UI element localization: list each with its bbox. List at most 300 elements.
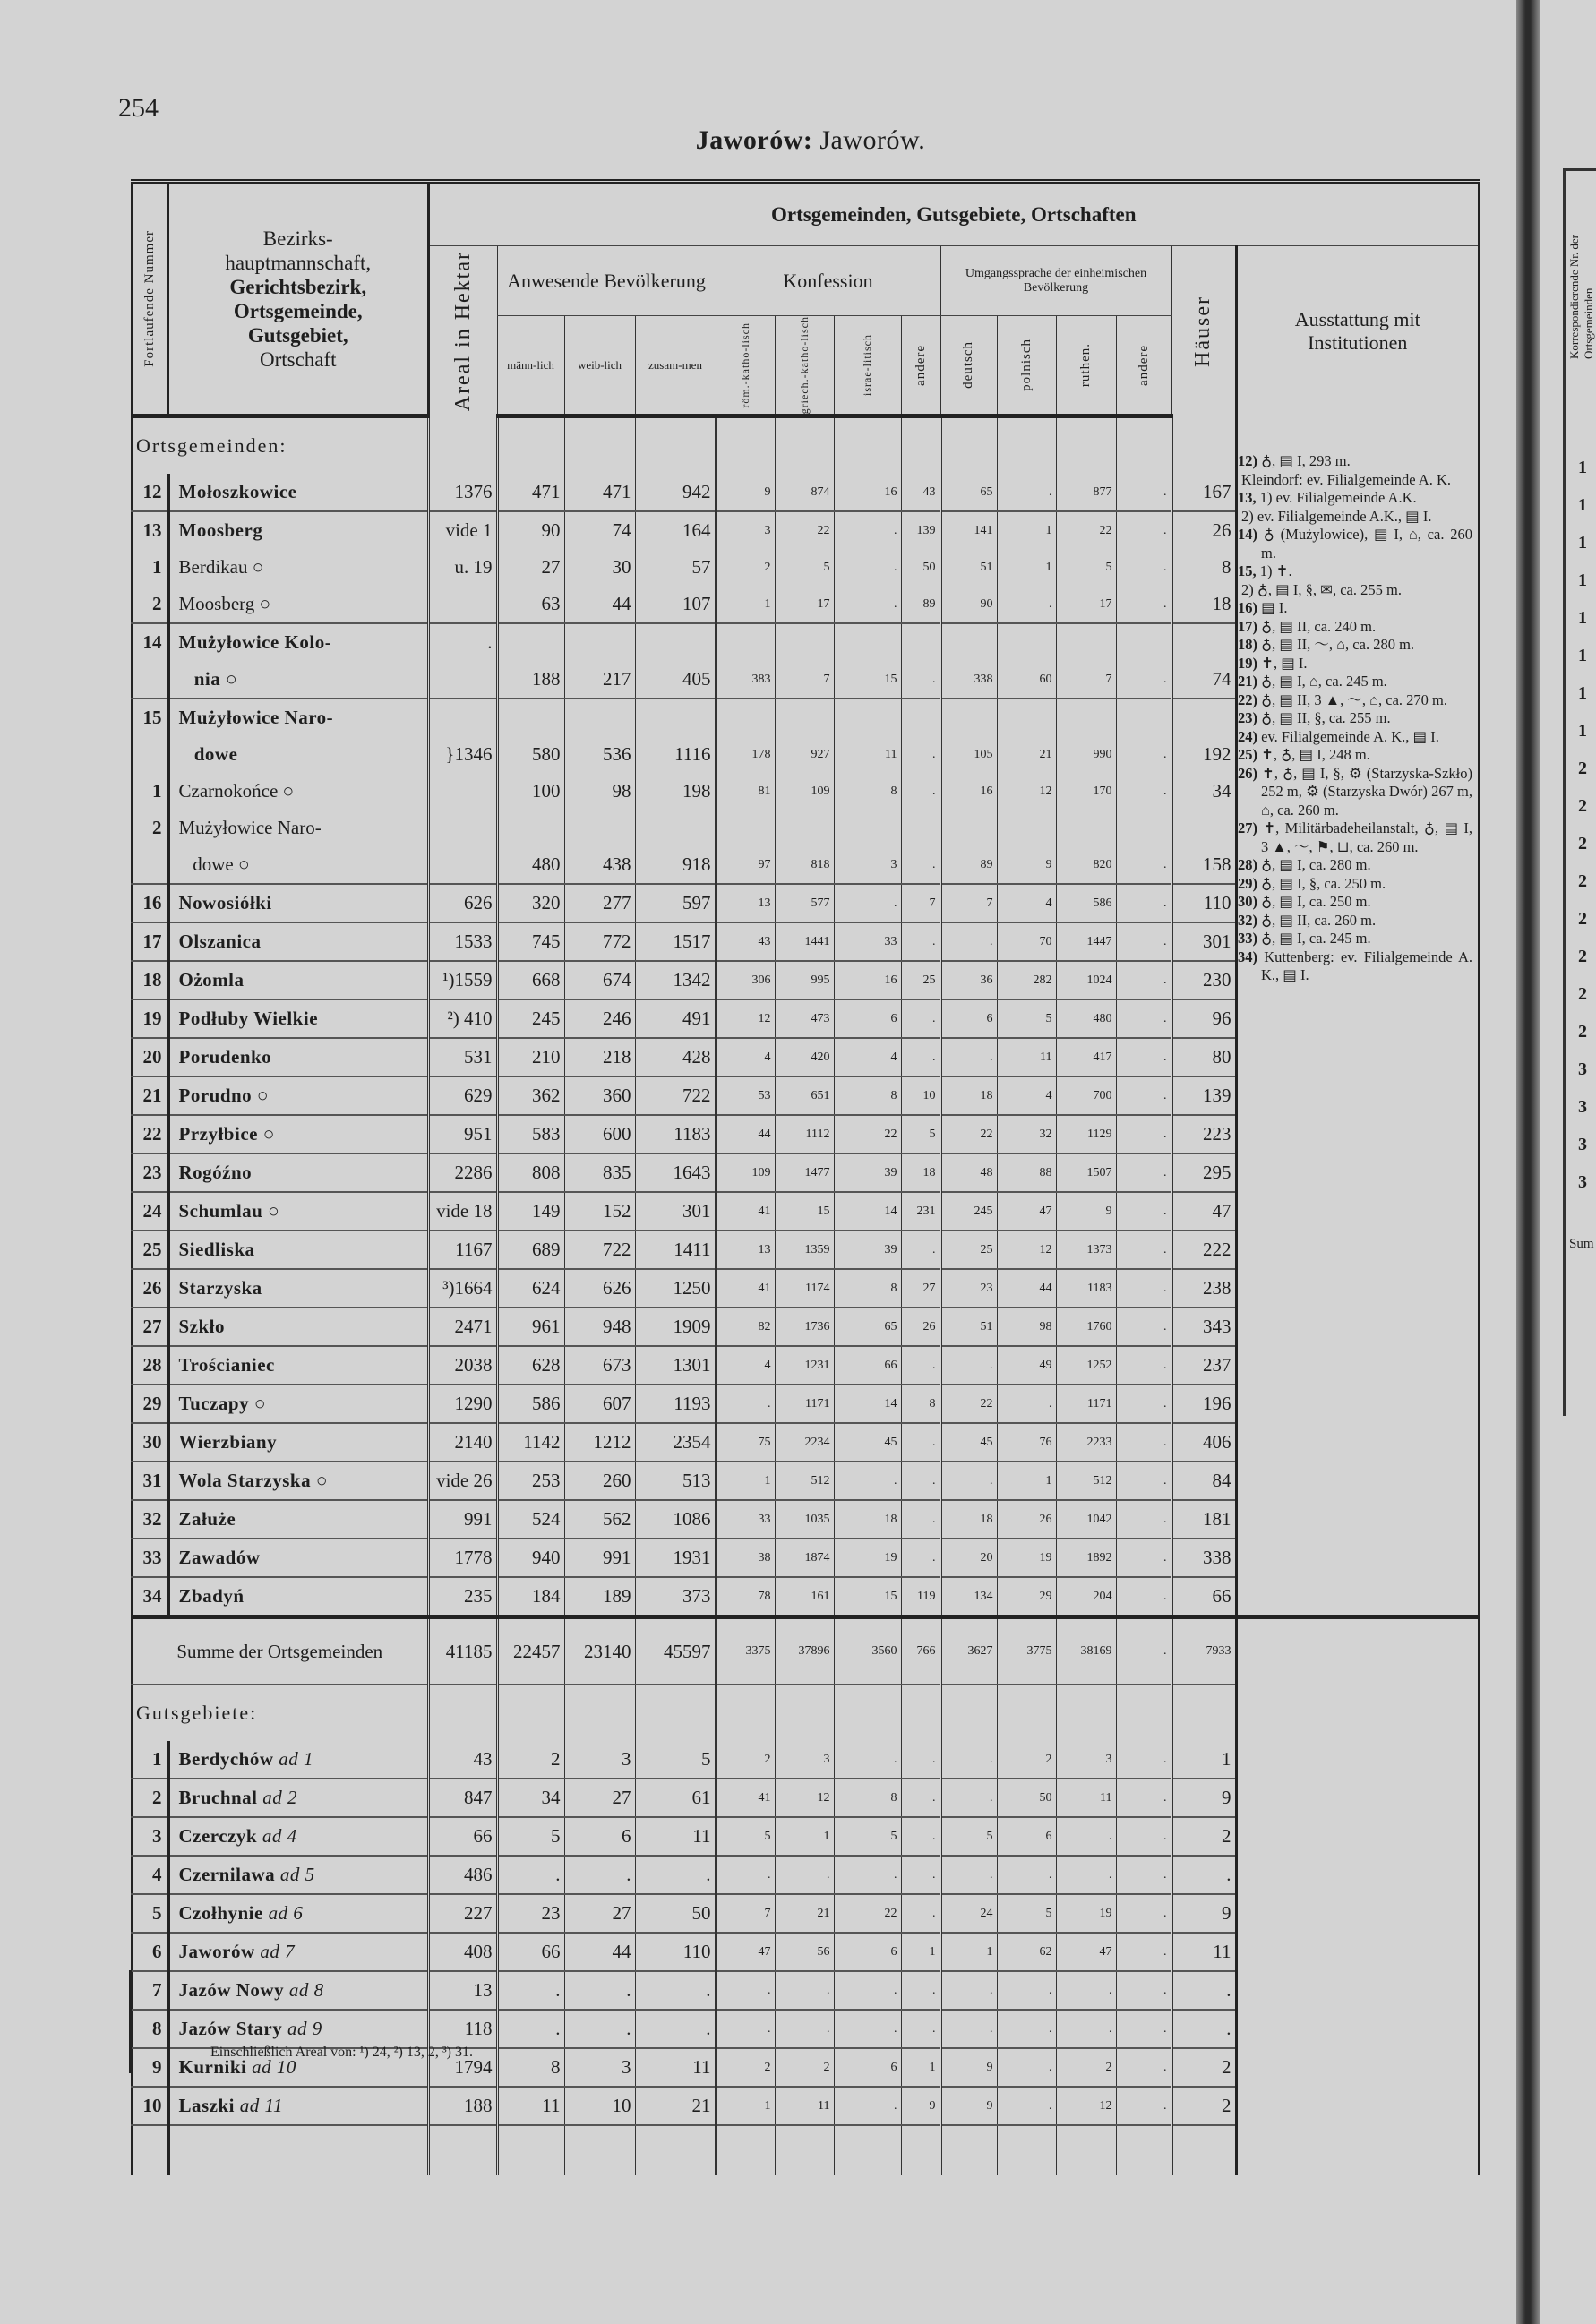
equipment-cell — [1236, 1617, 1479, 1685]
male-value: 580 — [497, 736, 564, 773]
table-row — [132, 2087, 1479, 2125]
next-page-number-fragment: 1 — [1578, 646, 1587, 665]
empty-cell — [635, 416, 716, 475]
roman-catholic-value: 306 — [716, 961, 775, 999]
equipment-entry — [1238, 618, 1472, 637]
place-name — [168, 922, 428, 961]
polish-value: . — [997, 586, 1056, 623]
areal-value: vide 26 — [428, 1462, 497, 1500]
areal-value: 629 — [428, 1076, 497, 1115]
german-value: . — [940, 1346, 997, 1385]
table-row — [132, 1308, 1479, 1346]
equipment-cell — [1236, 1577, 1479, 1617]
place-name-text: Mołoszkowice — [178, 481, 297, 503]
next-page-number-fragment: 2 — [1578, 796, 1587, 816]
israelite-value: 5 — [834, 1817, 901, 1856]
ad-reference: ad 11 — [239, 2095, 283, 2117]
total-value: 513 — [635, 1462, 716, 1500]
male-value: 66 — [497, 1933, 564, 1971]
areal-value: 1290 — [428, 1385, 497, 1423]
female-value: 562 — [564, 1500, 635, 1539]
german-value: 24 — [940, 1894, 997, 1933]
houses-value: 237 — [1171, 1346, 1236, 1385]
equipment-entry — [1238, 562, 1472, 581]
polish-value: 1 — [997, 1462, 1056, 1500]
polish-value: . — [997, 2010, 1056, 2048]
polish-value: 1 — [997, 511, 1056, 549]
place-name — [168, 586, 428, 623]
greek-catholic-value: 17 — [775, 586, 834, 623]
greek-catholic-value: 1477 — [775, 1153, 834, 1192]
other-confession-value — [901, 699, 940, 736]
ruthenian-value: 1507 — [1056, 1153, 1116, 1192]
total-value: 1193 — [635, 1385, 716, 1423]
next-page-sum-fragment: Sum — [1569, 1237, 1594, 1251]
areal-value: 2140 — [428, 1423, 497, 1462]
next-page-number-fragment: 2 — [1578, 1022, 1587, 1042]
ruthenian-value: . — [1056, 1971, 1116, 2010]
equipment-ref: 33) — [1238, 930, 1257, 947]
place-name-text: Czernilawa — [178, 1864, 276, 1886]
israelite-value: . — [834, 586, 901, 623]
german-value: 338 — [940, 661, 997, 699]
row-number: 7 — [132, 1971, 168, 2010]
equipment-entry — [1238, 655, 1472, 673]
equipment-text: ♁, ▤ I, ⌂, ca. 245 m. — [1261, 673, 1387, 690]
empty-cell — [834, 2125, 901, 2175]
other-confession-value: 10 — [901, 1076, 940, 1115]
equipment-entry — [1238, 948, 1472, 985]
empty-cell — [1056, 1685, 1116, 1741]
roman-catholic-value — [716, 810, 775, 846]
other-confession-value: . — [901, 773, 940, 810]
male-value: 149 — [497, 1192, 564, 1231]
ad-reference: ad 7 — [260, 1941, 296, 1963]
equipment-text: 2) ev. Filialgemeinde A.K., ▤ I. — [1241, 507, 1432, 525]
empty-cell — [1171, 416, 1236, 475]
sum-value: 23140 — [564, 1617, 635, 1685]
roman-catholic-value: 43 — [716, 922, 775, 961]
german-value: 141 — [940, 511, 997, 549]
greek-catholic-value: 420 — [775, 1038, 834, 1076]
equipment-entry — [1238, 819, 1472, 856]
header-male: männ-lich — [497, 316, 564, 416]
other-confession-value: 9 — [901, 2087, 940, 2125]
other-confession-value: . — [901, 1500, 940, 1539]
female-value: 277 — [564, 884, 635, 922]
roman-catholic-value — [716, 699, 775, 736]
place-name-text: Załuże — [178, 1508, 236, 1531]
row-number: 13 — [132, 511, 168, 549]
sum-value: 3375 — [716, 1617, 775, 1685]
other-confession-value: . — [901, 736, 940, 773]
place-name — [168, 1894, 428, 1933]
row-number — [132, 661, 168, 699]
ruthenian-value: 11 — [1056, 1779, 1116, 1817]
female-value — [564, 699, 635, 736]
place-name-text: Nowosiółki — [178, 892, 272, 914]
ruthenian-value: 990 — [1056, 736, 1116, 773]
israelite-value: 39 — [834, 1231, 901, 1269]
israelite-value: 18 — [834, 1500, 901, 1539]
next-page-number-fragment: 3 — [1578, 1172, 1587, 1192]
place-name — [168, 511, 428, 549]
israelite-value: 14 — [834, 1385, 901, 1423]
areal-value: ¹)1559 — [428, 961, 497, 999]
female-value: 260 — [564, 1462, 635, 1500]
place-name — [168, 810, 428, 846]
equipment-ref: 34) — [1238, 948, 1257, 965]
female-value: . — [564, 2010, 635, 2048]
roman-catholic-value: 97 — [716, 846, 775, 884]
row-number: 6 — [132, 1933, 168, 1971]
place-name — [168, 1308, 428, 1346]
polish-value — [997, 623, 1056, 661]
table-row — [132, 999, 1479, 1038]
male-value: 90 — [497, 511, 564, 549]
german-value: 45 — [940, 1423, 997, 1462]
polish-value: 62 — [997, 1933, 1056, 1971]
row-number: 19 — [132, 999, 168, 1038]
header-israelite: israe-litisch — [834, 316, 901, 416]
ad-reference: ad 5 — [279, 1864, 315, 1886]
polish-value: 282 — [997, 961, 1056, 999]
areal-value — [428, 661, 497, 699]
next-page-number-fragment: 2 — [1578, 984, 1587, 1004]
male-value: 8 — [497, 2048, 564, 2087]
sum-value: 3775 — [997, 1617, 1056, 1685]
table-left-border — [129, 1970, 132, 2073]
next-page-number-fragment: 3 — [1578, 1059, 1587, 1079]
empty-cell — [564, 416, 635, 475]
total-value: 164 — [635, 511, 716, 549]
equipment-entry — [1238, 893, 1472, 912]
other-confession-value: 231 — [901, 1192, 940, 1231]
polish-value: . — [997, 1971, 1056, 2010]
israelite-value: . — [834, 511, 901, 549]
other-language-value: . — [1116, 549, 1171, 586]
female-value — [564, 810, 635, 846]
equipment-text: ♁, ▤ II, ca. 260 m. — [1261, 911, 1377, 929]
equipment-cell — [1236, 1539, 1479, 1577]
empty-cell — [716, 416, 775, 475]
table-row — [132, 1933, 1479, 1971]
equipment-entry — [1238, 875, 1472, 894]
next-page-fragment — [1563, 168, 1596, 1416]
polish-value: 5 — [997, 999, 1056, 1038]
header-ruthenian: ruthen. — [1056, 316, 1116, 416]
male-value: 34 — [497, 1779, 564, 1817]
roman-catholic-value: 4 — [716, 1346, 775, 1385]
equipment-ref: 29) — [1238, 874, 1257, 892]
israelite-value: 8 — [834, 1076, 901, 1115]
place-name-text: Jazów Stary — [178, 2018, 283, 2040]
equipment-ref: 16) — [1238, 599, 1257, 616]
place-name-text: nia ○ — [178, 668, 238, 690]
german-value: 22 — [940, 1385, 997, 1423]
place-name-text: Ożomla — [178, 969, 245, 991]
greek-catholic-value: 512 — [775, 1462, 834, 1500]
ruthenian-value: 2 — [1056, 2048, 1116, 2087]
areal-value — [428, 810, 497, 846]
areal-value: 118 — [428, 2010, 497, 2048]
roman-catholic-value: 2 — [716, 1741, 775, 1779]
place-name-text: Podłuby Wielkie — [178, 1008, 319, 1030]
table-row — [132, 1038, 1479, 1076]
place-name-text: Wierzbiany — [178, 1431, 278, 1454]
roman-catholic-value: 41 — [716, 1192, 775, 1231]
areal-value: u. 19 — [428, 549, 497, 586]
roman-catholic-value: 5 — [716, 1817, 775, 1856]
row-number: 12 — [132, 474, 168, 511]
israelite-value: 16 — [834, 474, 901, 511]
row-number: 27 — [132, 1308, 168, 1346]
equipment-text: ✝, ♁, ▤ I, §, ⚙ (Starzyska-Szkło) 252 m, ⚙ (Starzyska Dwór) 267 m, ⌂, ca. 260 m. — [1261, 764, 1473, 819]
other-language-value: . — [1116, 1500, 1171, 1539]
row-number: 30 — [132, 1423, 168, 1462]
roman-catholic-value: 4 — [716, 1038, 775, 1076]
page-title — [0, 125, 1596, 156]
male-value: 245 — [497, 999, 564, 1038]
sum-value: 3627 — [940, 1617, 997, 1685]
place-name-text: Zawadów — [178, 1547, 261, 1569]
total-value: 597 — [635, 884, 716, 922]
other-language-value: . — [1116, 2048, 1171, 2087]
row-number: 2 — [132, 810, 168, 846]
houses-value: 9 — [1171, 1779, 1236, 1817]
male-value — [497, 699, 564, 736]
female-value: 44 — [564, 1933, 635, 1971]
german-value: 134 — [940, 1577, 997, 1617]
other-language-value: . — [1116, 1115, 1171, 1153]
greek-catholic-value: 3 — [775, 1741, 834, 1779]
table-row — [132, 1346, 1479, 1385]
areal-value: 626 — [428, 884, 497, 922]
other-confession-value: . — [901, 661, 940, 699]
other-language-value: . — [1116, 1231, 1171, 1269]
polish-value: 11 — [997, 1038, 1056, 1076]
place-name-text: Berdikau ○ — [178, 556, 264, 579]
equipment-ref: 30) — [1238, 893, 1257, 910]
equipment-cell — [1236, 1076, 1479, 1115]
houses-value: 301 — [1171, 922, 1236, 961]
equipment-cell — [1236, 1894, 1479, 1933]
german-value: 90 — [940, 586, 997, 623]
other-confession-value: . — [901, 1779, 940, 1817]
greek-catholic-value: 22 — [775, 511, 834, 549]
other-confession-value: 139 — [901, 511, 940, 549]
total-value: 1517 — [635, 922, 716, 961]
areal-value: 43 — [428, 1741, 497, 1779]
empty-cell — [775, 2125, 834, 2175]
other-confession-value: . — [901, 1462, 940, 1500]
place-name-text: Czarnokońce ○ — [178, 780, 295, 802]
sum-value: 3560 — [834, 1617, 901, 1685]
houses-value: 34 — [1171, 773, 1236, 810]
table-row — [132, 1462, 1479, 1500]
equipment-entry — [1238, 526, 1472, 562]
areal-value: 2038 — [428, 1346, 497, 1385]
header-german: deutsch — [940, 316, 997, 416]
other-confession-value: . — [901, 1346, 940, 1385]
houses-value: 84 — [1171, 1462, 1236, 1500]
roman-catholic-value: 13 — [716, 1231, 775, 1269]
ruthenian-value: 17 — [1056, 586, 1116, 623]
female-value: 218 — [564, 1038, 635, 1076]
german-value: . — [940, 1971, 997, 2010]
equipment-cell — [1236, 1462, 1479, 1500]
polish-value: 19 — [997, 1539, 1056, 1577]
polish-value: 44 — [997, 1269, 1056, 1308]
empty-cell — [901, 416, 940, 475]
german-value — [940, 810, 997, 846]
german-value: 9 — [940, 2087, 997, 2125]
header-name-line: Ortschaft — [259, 347, 337, 371]
other-language-value: . — [1116, 1779, 1171, 1817]
german-value: . — [940, 922, 997, 961]
empty-cell — [997, 1685, 1056, 1741]
areal-value: 13 — [428, 1971, 497, 2010]
israelite-value: 15 — [834, 661, 901, 699]
ruthenian-value: 480 — [1056, 999, 1116, 1038]
polish-value: 29 — [997, 1577, 1056, 1617]
israelite-value: 3 — [834, 846, 901, 884]
place-name — [168, 1817, 428, 1856]
israelite-value: 4 — [834, 1038, 901, 1076]
german-value: 7 — [940, 884, 997, 922]
place-name — [168, 884, 428, 922]
roman-catholic-value: . — [716, 1971, 775, 2010]
ruthenian-value: 2233 — [1056, 1423, 1116, 1462]
other-confession-value: 27 — [901, 1269, 940, 1308]
polish-value: 98 — [997, 1308, 1056, 1346]
empty-cell — [901, 2125, 940, 2175]
areal-value — [428, 773, 497, 810]
other-language-value: . — [1116, 922, 1171, 961]
israelite-value: . — [834, 1971, 901, 2010]
houses-value: 158 — [1171, 846, 1236, 884]
areal-value: 235 — [428, 1577, 497, 1617]
other-language-value: . — [1116, 586, 1171, 623]
empty-cell — [940, 416, 997, 475]
place-name — [168, 1346, 428, 1385]
other-language-value — [1116, 810, 1171, 846]
table-row — [132, 1779, 1479, 1817]
other-confession-value: . — [901, 1423, 940, 1462]
ad-reference: ad 4 — [262, 1825, 297, 1848]
header-name-line: Ortsgemeinde, — [233, 299, 363, 322]
female-value: 673 — [564, 1346, 635, 1385]
areal-value: 991 — [428, 1500, 497, 1539]
areal-value: 227 — [428, 1894, 497, 1933]
total-value: . — [635, 2010, 716, 2048]
other-language-value: . — [1116, 1192, 1171, 1231]
greek-catholic-value: 7 — [775, 661, 834, 699]
german-value: . — [940, 2010, 997, 2048]
equipment-entry — [1238, 856, 1472, 875]
equipment-ref: 21) — [1238, 673, 1257, 690]
place-name-text: Olszanica — [178, 930, 262, 953]
empty-cell — [497, 416, 564, 475]
row-number: 29 — [132, 1385, 168, 1423]
polish-value: . — [997, 1856, 1056, 1894]
female-value: 246 — [564, 999, 635, 1038]
equipment-entry — [1238, 709, 1472, 728]
place-name-text: Wola Starzyska ○ — [178, 1470, 329, 1492]
female-value — [564, 623, 635, 661]
place-name — [168, 1856, 428, 1894]
header-name-line: Bezirks- — [262, 227, 333, 250]
total-value: 428 — [635, 1038, 716, 1076]
other-confession-value: . — [901, 1038, 940, 1076]
polish-value: 49 — [997, 1346, 1056, 1385]
roman-catholic-value: . — [716, 2010, 775, 2048]
areal-value: . — [428, 623, 497, 661]
polish-value: 9 — [997, 846, 1056, 884]
ruthenian-value: 7 — [1056, 661, 1116, 699]
equipment-entry — [1238, 452, 1472, 471]
equipment-ref: 32) — [1238, 911, 1257, 929]
greek-catholic-value: 161 — [775, 1577, 834, 1617]
place-name-text: Mużyłowice Kolo- — [178, 631, 332, 654]
total-value: 1931 — [635, 1539, 716, 1577]
place-name — [168, 1577, 428, 1617]
female-value: 536 — [564, 736, 635, 773]
equipment-text: ▤ I. — [1261, 599, 1288, 616]
male-value: 11 — [497, 2087, 564, 2125]
row-number: 28 — [132, 1346, 168, 1385]
equipment-ref: 15, — [1238, 562, 1257, 579]
female-value: 948 — [564, 1308, 635, 1346]
other-language-value: . — [1116, 1346, 1171, 1385]
houses-value: 2 — [1171, 1817, 1236, 1856]
table-row — [132, 1115, 1479, 1153]
place-name-text: Czerczyk — [178, 1825, 258, 1848]
total-value: 373 — [635, 1577, 716, 1617]
female-value: 27 — [564, 1779, 635, 1817]
header-total: zusam-men — [635, 316, 716, 416]
male-value: 624 — [497, 1269, 564, 1308]
houses-value: . — [1171, 1856, 1236, 1894]
other-confession-value — [901, 623, 940, 661]
male-value: . — [497, 2010, 564, 2048]
total-value: 942 — [635, 474, 716, 511]
equipment-entry — [1238, 930, 1472, 948]
empty-cell — [997, 2125, 1056, 2175]
other-confession-value: . — [901, 2010, 940, 2048]
sum-areal: 41185 — [428, 1617, 497, 1685]
table-row — [132, 1231, 1479, 1269]
total-value: 1643 — [635, 1153, 716, 1192]
place-name — [168, 1933, 428, 1971]
female-value: 722 — [564, 1231, 635, 1269]
areal-value — [428, 586, 497, 623]
ruthenian-value: 204 — [1056, 1577, 1116, 1617]
equipment-entry — [1238, 471, 1472, 490]
equipment-cell — [1236, 1741, 1479, 1779]
greek-catholic-value: 995 — [775, 961, 834, 999]
place-name — [168, 1192, 428, 1231]
other-language-value: . — [1116, 1971, 1171, 2010]
total-value: 21 — [635, 2087, 716, 2125]
roman-catholic-value: 3 — [716, 511, 775, 549]
row-number: 24 — [132, 1192, 168, 1231]
header-areal: Areal in Hektar — [428, 246, 497, 416]
female-value: 360 — [564, 1076, 635, 1115]
table-row — [132, 1500, 1479, 1539]
german-value: 18 — [940, 1076, 997, 1115]
houses-value: 110 — [1171, 884, 1236, 922]
